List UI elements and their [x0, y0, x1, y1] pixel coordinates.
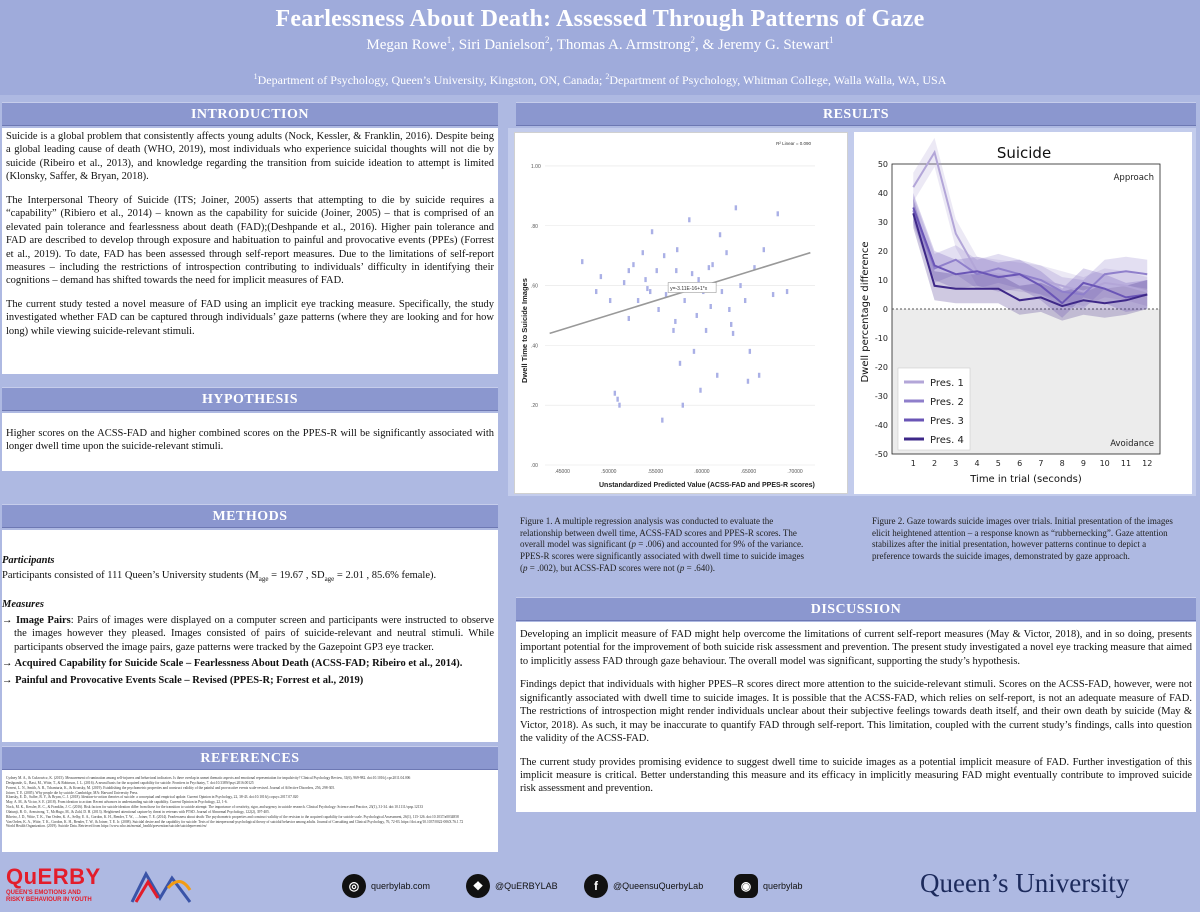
y-tick-label: -10 — [874, 334, 888, 343]
x-tick-label: 7 — [1038, 459, 1044, 468]
scatter-point — [786, 289, 788, 294]
discussion-paragraph-1: Developing an implicit measure of FAD might help overcome the limitations of current self-report measures (May & Victor, 2018), and in so doing, presents important potential for the improvement of both suicide risk assessment and prevention. The present study investigated a novel eye tracking measure that aimed to implicitly assess FAD through gaze behaviour. The overall model was significant, supporting the study’s hypothesis. — [520, 629, 1192, 667]
scatter-point — [716, 373, 718, 378]
author-3: Thomas A. Armstrong — [556, 37, 691, 53]
methods-heading: METHODS — [2, 504, 498, 528]
x-tick-label: .55000 — [647, 469, 664, 475]
y-tick-label: 20 — [877, 247, 888, 256]
discussion-heading: DISCUSSION — [516, 597, 1196, 621]
chart-title: Suicide — [996, 144, 1052, 162]
x-tick-label: 10 — [1099, 459, 1110, 468]
x-tick-label: 2 — [931, 459, 938, 468]
x-tick-label: 3 — [953, 459, 959, 468]
y-axis-label: Dwell percentage difference — [860, 241, 871, 383]
reference-item: Deshpande, G., Baxi, M., Witte, T., & Robinson, J. L. (2016). A neural basis for the acquired capability for suicide. Frontiers in Psychiatry, 7. doi:10.3389/fpsyt.2016.00125 — [6, 780, 254, 785]
y-tick-label: .40 — [531, 343, 538, 350]
participants-heading: Participants — [2, 555, 55, 566]
twitter-icon: ❖ — [466, 874, 490, 898]
fit-line — [550, 253, 811, 334]
reference-item: Forrest, L. N., Smith, A. R., Tchanturia, K., & Kronsky, M. (2019). Establishing the psychometric properties and construct validity of the painful and provocative events scale-revised. Journal of Affective Disorders, 256, 298-305. — [6, 785, 336, 790]
results-heading: RESULTS — [516, 102, 1196, 126]
scatter-point — [675, 268, 677, 273]
instagram-icon: ◉ — [734, 874, 758, 898]
queens-university-logo: Queen’s University — [920, 868, 1130, 898]
website-link[interactable]: ◎ querbylab.com — [342, 874, 430, 898]
scatter-point — [676, 247, 678, 252]
y-tick-label: .60 — [531, 283, 538, 290]
facebook-link[interactable]: f @QueensuQuerbyLab — [584, 874, 703, 898]
x-tick-label: .45000 — [554, 469, 570, 475]
x-tick-label: .50000 — [601, 469, 617, 475]
scatter-point — [628, 268, 630, 273]
poster-header — [0, 0, 1200, 95]
x-tick-label: 6 — [1017, 459, 1023, 468]
scatter-point — [637, 298, 639, 303]
scatter-point — [632, 262, 634, 267]
scatter-point — [581, 259, 583, 264]
reference-item: Nock, M. K., Kessler, R. C., & Franklin, J. C. (2016). Risk factors for suicide ideation differ from those for the transition to suicide attempt: The importance of creativity, rigor, and urgency in suicide research. Clinical Psychology: Science and Practice, 23(1), 31-34. doi:10.1111/cpsp.12133 — [6, 805, 424, 810]
figure-1-caption: Figure 1. A multiple regression analysis was conducted to evaluate the relationship between dwell time, ACSS-FAD scores and PPES-R scores. The overall model was significant (p = .006) and accounted for 9% of the variance. PPES-R scores were significantly associated with dwell time to suicide images (p = .002), but ACSS-FAD scores were not (p = .640). — [520, 516, 804, 573]
y-tick-label: 1.00 — [531, 163, 541, 170]
y-tick-label: -50 — [874, 450, 888, 459]
y-tick-label: 10 — [877, 276, 888, 285]
scatter-point — [772, 292, 774, 297]
scatter-point — [649, 289, 651, 294]
measure-ppes-r: → Painful and Provocative Events Scale – Revised (PPES-R; Forrest et al., 2019) — [2, 674, 364, 686]
reference-item: Olatunji, B. O., Armstrong, T., McHugo, M., & Zald, D. H. (2013). Heightened attentional capture by threat in veterans with PTSD. Journal of Abnormal Psychology, 122(2), 397-405. — [6, 809, 270, 814]
scatter-point — [595, 289, 597, 294]
scatter-point — [693, 349, 695, 354]
y-tick-label: .20 — [531, 403, 538, 410]
scatter-point — [711, 262, 713, 267]
discussion-paragraph-3: The current study provides promising evidence to suggest dwell time to suicide images as a potential implicit measure of FAD. Further investigation of this implicit measure is critical. Better understanding this measure and its efficacy in implicitly measuring FAD might eventually contribute to improved suicide risk assessment and prevention. — [520, 756, 1192, 795]
x-axis-label: Unstandardized Predicted Value (ACSS-FAD and PPES-R scores) — [599, 482, 815, 489]
scatter-point — [749, 349, 751, 354]
poster-title: Fearlessness About Death: Assessed Through Patterns of Gaze — [275, 6, 925, 32]
poster-footer — [0, 858, 1200, 912]
reference-item: Ribeiro, J. D., Witte, T. K., Van Orden, K. A., Selby, E. A., Gordon, K. H., Bender, T. W., ... Joiner, T. E. (2014). Fearlessness about death: The psychometric properties and construct validity of the revision to the acquired capability for suicide scale. Psychological Assessment, 26(1), 115-126. doi:10.1037/a0034858 — [6, 814, 459, 819]
author-2: Siri Danielson — [458, 37, 546, 53]
scatter-point — [696, 313, 698, 318]
scatter-point — [710, 304, 712, 309]
scatter-point — [725, 250, 727, 255]
legend-label: Pres. 1 — [930, 378, 964, 389]
scatter-point — [691, 271, 693, 276]
hypothesis-text: Higher scores on the ACSS-FAD and higher combined scores on the PPES-R will be significantly associated with longer dwell time upon the suicide-relevant stimuli. — [6, 428, 494, 453]
scatter-point — [661, 418, 663, 423]
x-tick-label: .70000 — [787, 469, 803, 475]
scatter-point — [708, 265, 710, 270]
avoidance-label: Avoidance — [1110, 439, 1154, 449]
y-tick-label: -40 — [874, 421, 888, 430]
legend-label: Pres. 3 — [930, 416, 964, 427]
x-tick-label: 9 — [1080, 459, 1086, 468]
references-heading: REFERENCES — [2, 746, 498, 770]
participants-text: Participants consisted of 111 Queen’s University students ($M_{age} = 19.67$ , $SD_{age} = 2.01$ , 85.6% female). — [2, 570, 437, 584]
scatter-point — [705, 328, 707, 333]
scatter-point — [609, 298, 611, 303]
x-tick-label: 4 — [974, 459, 980, 468]
intro-paragraph-3: The current study tested a novel measure of FAD using an implicit eye tracking measure. Specifically, the study investigated whether FAD can be captured through individuals’ gaze patterns (where they are looking and for how long) while viewing suicide-relevant stimuli. — [6, 298, 494, 337]
scatter-point — [728, 307, 730, 312]
measure-image-pairs: → Image Pairs: Pairs of images were displayed on a computer screen and participants were instructed to observe the images however they pleased. Images consisted of pairs of suicide-relevant and neutral stimuli. While participants observed the image pairs, gaze patterns were tracked by the Gazepoint GP3 eye tracker. — [2, 614, 495, 653]
hypothesis-heading: HYPOTHESIS — [2, 387, 498, 411]
scatter-point — [758, 373, 760, 378]
twitter-link[interactable]: ❖ @QuERBYLAB — [466, 874, 558, 898]
line-plot — [854, 132, 1192, 494]
y-tick-label: 30 — [877, 218, 888, 227]
scatter-point — [642, 250, 644, 255]
scatter-point — [699, 388, 701, 393]
scatter-point — [732, 331, 734, 336]
y-tick-label: -30 — [874, 392, 888, 401]
scatter-point — [721, 289, 723, 294]
scatter-point — [682, 403, 684, 408]
y-tick-label: 40 — [877, 189, 888, 198]
intro-panel — [2, 128, 498, 374]
x-tick-label: .60000 — [694, 469, 710, 475]
scatter-point — [730, 322, 732, 327]
facebook-icon: f — [584, 874, 608, 898]
figure-1-scatter — [514, 132, 848, 494]
arrow-icon: → — [2, 614, 13, 626]
legend-label: Pres. 4 — [930, 435, 964, 446]
y-axis-label: Dwell Time to Suicide Images — [520, 278, 529, 383]
author-1: Megan Rowe — [366, 37, 447, 53]
scatter-point — [679, 361, 681, 366]
x-tick-label: 8 — [1059, 459, 1065, 468]
reference-item: Joiner, T. E. (2005). Why people die by suicide. Cambridge, MA: Harvard University Press. — [6, 790, 139, 795]
reference-item: Cydney M. A., & Cukrowicz, K. (2015). Measurement of rumination among self-injurers and behavioral indicators. Is there overlap in unmet thematic aspects and emotional representation for impulsivity? Clinical Psychology Review, 31(6), 969-982. doi:10.1016/j.cpr.2011.04.006 — [6, 776, 411, 780]
scatter-point — [657, 307, 659, 312]
discussion-panel — [516, 622, 1196, 812]
scatter-point — [651, 229, 653, 234]
reference-item: Klonsky, E. D., Saffer, B. Y., & Bryan, C. J. (2018). Ideation-to-action theories of suicide: a conceptual and empirical update. Current Opinion in Psychology, 22, 38-43. doi:10.1016/j.copsyc.2017.07.020 — [6, 795, 299, 800]
instagram-link[interactable]: ◉ querbylab — [734, 874, 803, 898]
y-tick-label: .80 — [531, 223, 538, 230]
arrow-icon: → — [2, 658, 13, 670]
y-tick-label: 50 — [877, 160, 888, 169]
scatter-point — [739, 283, 741, 288]
scatter-point — [616, 397, 618, 402]
legend-label: Pres. 2 — [930, 397, 964, 408]
intro-heading: INTRODUCTION — [2, 102, 498, 126]
scatter-point — [777, 211, 779, 216]
arrow-icon: → — [2, 674, 13, 686]
scatter-point — [663, 253, 665, 258]
measure-acss-fad: → Acquired Capability for Suicide Scale – Fearlessness About Death (ACSS-FAD; Ribeiro et al., 2014). — [2, 658, 463, 670]
figure-2-caption: Figure 2. Gaze towards suicide images over trials. Initial presentation of the images elicit heightened attention – a response known as “rubbernecking”. Gaze attention stabilizes after the initial presentation, however patterns continue to depict a preference towards the suicide images, demonstrated by gaze approach. — [872, 516, 1173, 562]
scatter-point — [672, 328, 674, 333]
measures-heading: Measures — [2, 599, 45, 611]
discussion-paragraph-2: Findings depict that individuals with higher PPES–R scores direct more attention to the suicide-relevant stimuli. Scores on the ACSS-FAD, however, were not significantly associated with dwell time to suicide images. It is possible that the ACSS-FAD, which relies on self-report, is not an adequate measure of FAD. The restrictions of introspection might render individuals unclear about their subjective feelings towards death itself, and their own death by suicide (May & Victor, 2018). As such, it may be inaccurate to quantify FAD through self-report. This limitation, coupled with the current study’s findings, calls into question the validity of the ACSS-FAD. — [520, 679, 1192, 745]
reference-item: World Health Organization. (2019). Suicide Data. Retrieved from https://www.who.int/mental_health/prevention/suicide/suicideprevent/en/ — [6, 824, 207, 829]
scatter-point — [747, 379, 749, 384]
globe-icon: ◎ — [342, 874, 366, 898]
y-tick-label: -20 — [874, 363, 888, 372]
scatter-point — [623, 280, 625, 285]
scatter-point — [763, 247, 765, 252]
y-tick-label: .00 — [531, 463, 538, 469]
x-tick-label: .65000 — [740, 469, 757, 475]
scatter-point — [688, 217, 690, 222]
references-panel — [2, 770, 498, 852]
author-4: Jeremy G. Stewart — [717, 37, 830, 53]
affiliations: $^1$Department of Psychology, Queen’s University, Kingston, ON, Canada; $^2$Department of Psychology, Whitman College, Walla Walla, WA, USA — [253, 72, 947, 87]
querby-graphic-icon — [128, 868, 194, 908]
scatter-point — [683, 298, 685, 303]
scatter-point — [644, 277, 646, 282]
r2-label: R² Linear = 0.090 — [776, 141, 811, 146]
intro-paragraph-2: The Interpersonal Theory of Suicide (ITS; Joiner, 2005) asserts that attempting to die by suicide requires a “capability” (Ribiero et al., 2014) – known as the capability for suicide (Joiner, 2005) – that is comprised of an elevated pain tolerance and fearlessness about death (FAD);(Deshpande et al., 2016). Higher pain tolerance and FAD are described to develop through exposure and habituation to painful and provocative events (PPEs) (Forrest et al., 2019). To date, FAD has been assessed through self-report measures. Due to the limitations of self-report measures – including the restrictions of introspection contributing to individuals’ difficulty in identifying their cognitions – demand has shifted towards the need for implicit measures of FAD. — [6, 194, 494, 287]
x-tick-label: 1 — [910, 459, 916, 468]
scatter-point — [719, 232, 721, 237]
x-axis-label: Time in trial (seconds) — [970, 474, 1082, 485]
methods-panel — [2, 530, 498, 742]
reference-item: May, A. M., & Victor, S. E. (2018). From ideation to action: Recent advances in understanding suicide capability. Current Opinion in Psychology, 22, 1-6. — [6, 800, 228, 805]
figure-2-line — [854, 132, 1192, 494]
scatter-plot — [515, 133, 849, 495]
scatter-point — [697, 277, 699, 282]
equation-label: y=-3.11E-16+1*x — [670, 286, 708, 293]
scatter-point — [744, 298, 746, 303]
scatter-point — [646, 286, 648, 291]
y-tick-label: 0 — [882, 305, 888, 314]
scatter-point — [614, 391, 616, 396]
scatter-point — [628, 316, 630, 321]
scatter-point — [656, 268, 658, 273]
x-tick-label: 5 — [995, 459, 1001, 468]
approach-label: Approach — [1113, 173, 1154, 183]
scatter-point — [600, 274, 602, 279]
scatter-point — [618, 403, 620, 408]
scatter-point — [735, 205, 737, 210]
intro-paragraph-1: Suicide is a global problem that consistently affects young adults (Nock, Kessler, & Franklin, 2016). Despite being a global leading cause of death (WHO, 2019), most individuals who experience suicidal thoughts will not die by suicide (Ribeiro et al., 2013), and knowledge regarding the transition from suicide ideation to attempt is limited (Klonsky, Saffer, & Bryan, 2018). — [6, 131, 494, 183]
x-tick-label: 12 — [1142, 459, 1153, 468]
x-tick-label: 11 — [1120, 459, 1132, 468]
querby-logo: QuERBY QUEEN'S EMOTIONS AND RISKY BEHAVIOUR IN YOUTH — [6, 864, 101, 903]
author-list: Megan Rowe$^1$, Siri Danielson$^2$, Thomas A. Armstrong$^2$, & Jeremy G. Stewart$^1$ — [366, 35, 834, 53]
scatter-point — [674, 319, 676, 324]
reference-item: Van Orden, K. A., Witte, T. K., Gordon, K. H., Bender, T. W., & Joiner, T. E. Jr. (2008). Suicidal desire and the capability for suicide: Tests of the interpersonal-psychological theory of suicidal behavior among adults. Journal of Consulting and Clinical Psychology, 76, 72-83. https://doi.org/10.1037/0022-006X.76.1.72 — [6, 819, 464, 824]
hypothesis-panel — [2, 413, 498, 471]
